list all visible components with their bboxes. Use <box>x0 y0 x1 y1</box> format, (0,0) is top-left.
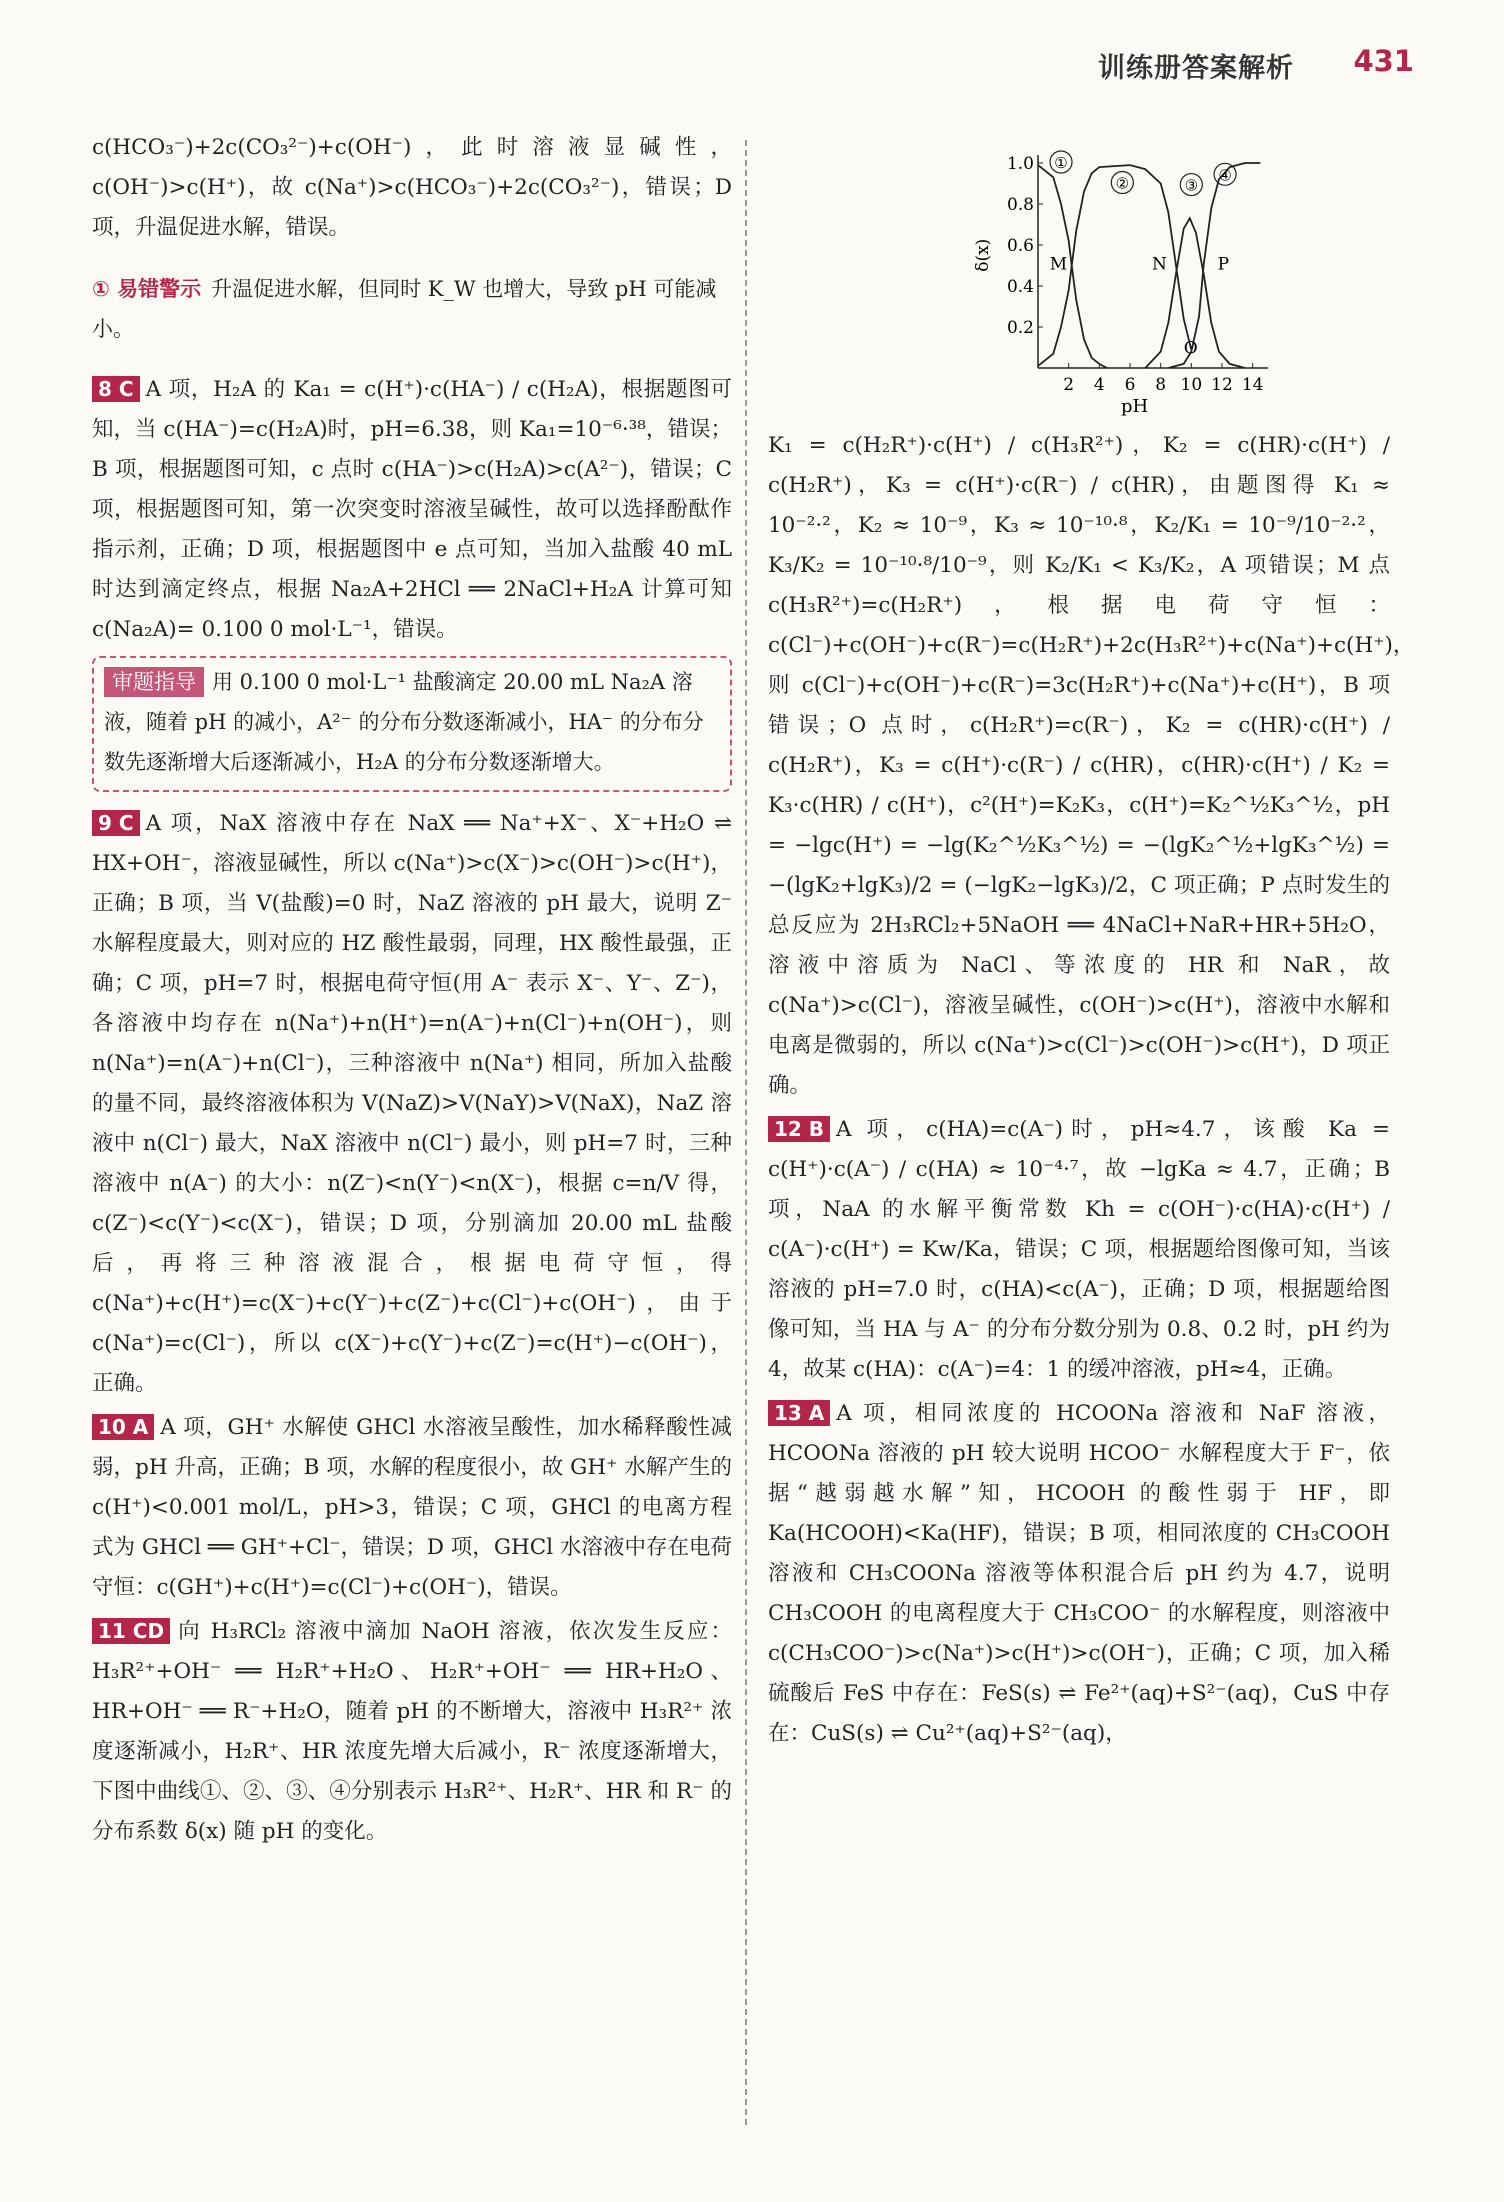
warning-text: 升温促进水解，但同时 K_W 也增大，导致 pH 可能减小。 <box>92 277 717 341</box>
answer-13 <box>768 1394 1390 1754</box>
left-column <box>92 128 732 1856</box>
x-tick-label: 2 <box>1063 375 1075 395</box>
answer-badge-11: 11 CD <box>92 1618 170 1644</box>
answer-11-text: 向 H₃RCl₂ 溶液中滴加 NaOH 溶液，依次发生反应：H₃R²⁺+OH⁻ ══ H₂R⁺+H₂O、H₂R⁺+OH⁻ ══ HR+H₂O、HR+OH⁻ ══ R⁻+H₂O，随着 pH 的不断增大，溶液中 H₃R²⁺ 浓度逐渐减小，H₂R⁺、HR 浓度先增大后减小，R⁻ 浓度逐渐增大，下图中曲线①、②、③、④分别表示 H₃R²⁺、H₂R⁺、HR 和 R⁻ 的分布系数 δ(x) 随 pH 的变化。 <box>92 1619 732 1844</box>
curve-1 <box>1038 165 1107 368</box>
answer-11 <box>92 1612 732 1852</box>
answer-11-continued: K₁ = c(H₂R⁺)·c(H⁺) / c(H₃R²⁺)，K₂ = c(HR)·c(H⁺) / c(H₂R⁺)，K₃ = c(H⁺)·c(R⁻) / c(HR)，由题图得 K₁ ≈ 10⁻²·²，K₂ ≈ 10⁻⁹，K₃ ≈ 10⁻¹⁰·⁸，K₂/K₁ = 10⁻⁹/10⁻²·²，K₃/K₂ = 10⁻¹⁰·⁸/10⁻⁹，则 K₂/K₁ < K₃/K₂，A 项错误；M 点 c(H₃R²⁺)=c(H₂R⁺)，根据电荷守恒：c(Cl⁻)+c(OH⁻)+c(R⁻)=c(H₂R⁺)+2c(H₃R²⁺)+c(Na⁺)+c(H⁺)，则 c(Cl⁻)+c(OH⁻)+c(R⁻)=3c(H₂R⁺)+c(Na⁺)+c(H⁺)，B 项错误；O 点时，c(H₂R⁺)=c(R⁻)，K₂ = c(HR)·c(H⁺) / c(H₂R⁺)，K₃ = c(H⁺)·c(R⁻) / c(HR)，c(HR)·c(H⁺) / K₂ = K₃·c(HR) / c(H⁺)，c²(H⁺)=K₂K₃，c(H⁺)=K₂^½K₃^½，pH = −lgc(H⁺) = −lg(K₂^½K₃^½) = −(lgK₂^½+lgK₃^½) = −(lgK₂+lgK₃)/2 = (−lgK₂−lgK₃)/2，C 项正确；P 点时发生的总反应为 2H₃RCl₂+5NaOH ══ 4NaCl+NaR+HR+5H₂O，溶液中溶质为 NaCl、等浓度的 HR 和 NaR，故 c(Na⁺)>c(Cl⁻)，溶液呈碱性，c(OH⁻)>c(H⁺)，溶液中水解和电离是微弱的，所以 c(Na⁺)>c(Cl⁻)>c(OH⁻)>c(H⁺)，D 项正确。 <box>768 433 1415 1098</box>
curve-label: ① <box>1054 154 1068 172</box>
page-header <box>714 38 1414 88</box>
curve-label: ② <box>1115 174 1130 193</box>
right-column <box>768 128 1415 1758</box>
curve-label: ④ <box>1218 166 1232 185</box>
curve-label: ③ <box>1184 176 1199 195</box>
point-label: O <box>1183 338 1198 359</box>
point-label: M <box>1049 254 1068 275</box>
y-axis-label: δ(x) <box>973 238 993 272</box>
y-tick-label: 0.2 <box>1006 318 1034 338</box>
page-number: 431 <box>1353 44 1414 78</box>
answer-13-text: A 项，相同浓度的 HCOONa 溶液和 NaF 溶液，HCOONa 溶液的 pH 较大说明 HCOO⁻ 水解程度大于 F⁻，依据“越弱越水解”知，HCOOH 的酸性弱于 HF，即 Ka(HCOOH)<Ka(HF)，错误；B 项，相同浓度的 CH₃COOH 溶液和 CH₃COONa 溶液等体积混合后 pH 约为 4.7，说明 CH₃COOH 的电离程度大于 CH₃COO⁻ 的水解程度，则溶液中 c(CH₃COO⁻)>c(Na⁺)>c(H⁺)>c(OH⁻)，正确；C 项，加入稀硫酸后 FeS 中存在：FeS(s) ⇌ Fe²⁺(aq)+S²⁻(aq)，CuS 中存在：CuS(s) ⇌ Cu²⁺(aq)+S²⁻(aq)， <box>768 1401 1390 1746</box>
warning-label: ① 易错警示 <box>92 277 202 301</box>
point-label: P <box>1217 254 1230 275</box>
x-tick-label: 10 <box>1180 375 1203 395</box>
header-title: 训练册答案解析 <box>1098 53 1294 84</box>
y-tick-label: 0.4 <box>1006 277 1034 297</box>
answer-badge-8: 8 C <box>92 376 140 402</box>
y-tick-label: 0.8 <box>1006 195 1034 215</box>
answer-9-text: A 项，NaX 溶液中存在 NaX ══ Na⁺+X⁻、X⁻+H₂O ⇌ HX+OH⁻，溶液显碱性，所以 c(Na⁺)>c(X⁻)>c(OH⁻)>c(H⁺)，正确；B 项，当 V(盐酸)=0 时，NaZ 溶液的 pH 最大，说明 Z⁻ 水解程度最大，则对应的 HZ 酸性最弱，同理，HX 酸性最强，正确；C 项，pH=7 时，根据电荷守恒(用 A⁻ 表示 X⁻、Y⁻、Z⁻)，各溶液中均存在 n(Na⁺)+n(H⁺)=n(A⁻)+n(Cl⁻)+n(OH⁻)，则 n(Na⁺)=n(A⁻)+n(Cl⁻)，三种溶液中 n(Na⁺) 相同，所加入盐酸的量不同，最终溶液体积为 V(NaZ)>V(NaY)>V(NaX)，NaZ 溶液中 n(Cl⁻) 最大，NaX 溶液中 n(Cl⁻) 最小，则 pH=7 时，三种溶液中 n(A⁻) 的大小：n(Z⁻)<n(Y⁻)<n(X⁻)，根据 c=n/V 得，c(Z⁻)<c(Y⁻)<c(X⁻)，错误；D 项，分别滴加 20.00 mL 盐酸后，再将三种溶液混合，根据电荷守恒，得 c(Na⁺)+c(H⁺)=c(X⁻)+c(Y⁻)+c(Z⁻)+c(Cl⁻)+c(OH⁻)，由于 c(Na⁺)=c(Cl⁻)，所以 c(X⁻)+c(Y⁻)+c(Z⁻)=c(H⁺)−c(OH⁻)，正确。 <box>92 811 732 1396</box>
answer-badge-12: 12 B <box>768 1116 830 1142</box>
y-tick-label: 0.6 <box>1006 236 1034 256</box>
answer-badge-9: 9 C <box>92 810 140 836</box>
column-divider <box>745 140 747 2125</box>
answer-12-text: A 项，c(HA)=c(A⁻)时，pH≈4.7，该酸 Ka = c(H⁺)·c(A⁻) / c(HA) ≈ 10⁻⁴·⁷，故 −lgKa ≈ 4.7，正确；B 项，NaA 的水解平衡常数 Kh = c(OH⁻)·c(HA)·c(H⁺) / c(A⁻)·c(H⁺) = Kw/Ka，错误；C 项，根据题给图像可知，当该溶液的 pH=7.0 时，c(HA)<c(A⁻)，正确；D 项，根据题给图像可知，当 HA 与 A⁻ 的分布分数分别为 0.8、0.2 时，pH 约为 4，故某 c(HA)：c(A⁻)=4：1 的缓冲溶液，pH≈4，正确。 <box>768 1117 1390 1382</box>
x-tick-label: 12 <box>1211 375 1233 395</box>
answer-badge-10: 10 A <box>92 1414 154 1440</box>
x-tick-label: 8 <box>1155 375 1167 395</box>
continuation-paragraph: c(HCO₃⁻)+2c(CO₃²⁻)+c(OH⁻)，此时溶液显碱性，c(OH⁻)>c(H⁺)，故 c(Na⁺)>c(HCO₃⁻)+2c(CO₃²⁻)，错误；D 项，升温促进水解，错误。 <box>92 135 732 240</box>
answer-badge-13: 13 A <box>768 1400 830 1426</box>
answer-8 <box>92 370 732 650</box>
guide-label: 审题指导 <box>104 667 204 697</box>
distribution-chart <box>968 128 1288 418</box>
chart-svg <box>968 128 1288 418</box>
guide-text: 用 0.100 0 mol·L⁻¹ 盐酸滴定 20.00 mL Na₂A 溶液，随着 pH 的减小，A²⁻ 的分布分数逐渐减小，HA⁻ 的分布分数先逐渐增大后逐渐减小，H₂A 的分布分数逐渐增大。 <box>104 670 704 774</box>
x-axis-label: pH <box>1120 396 1149 417</box>
answer-10 <box>92 1408 732 1608</box>
error-warning <box>92 269 732 349</box>
answer-8-text: A 项，H₂A 的 Ka₁ = c(H⁺)·c(HA⁻) / c(H₂A)，根据题图可知，当 c(HA⁻)=c(H₂A)时，pH=6.38，则 Ka₁=10⁻⁶·³⁸，错误；B 项，根据题图可知，c 点时 c(HA⁻)>c(H₂A)>c(A²⁻)，错误；C 项，根据题图可知，第一次突变时溶液呈碱性，故可以选择酚酞作指示剂，正确；D 项，根据题图中 e 点可知，当加入盐酸 40 mL 时达到滴定终点，根据 Na₂A+2HCl ══ 2NaCl+H₂A 计算可知 c(Na₂A)= 0.100 0 mol·L⁻¹，错误。 <box>92 377 732 642</box>
answer-9 <box>92 804 732 1404</box>
reading-guide-box <box>92 656 732 792</box>
answer-10-text: A 项，GH⁺ 水解使 GHCl 水溶液呈酸性，加水稀释酸性减弱，pH 升高，正确；B 项，水解的程度很小，故 GH⁺ 水解产生的 c(H⁺)<0.001 mol/L，pH>3，错误；C 项，GHCl 的电离方程式为 GHCl ══ GH⁺+Cl⁻，错误；D 项，GHCl 水溶液中存在电荷守恒：c(GH⁺)+c(H⁺)=c(Cl⁻)+c(OH⁻)，错误。 <box>92 1415 732 1600</box>
answer-12 <box>768 1110 1390 1390</box>
x-tick-label: 14 <box>1241 375 1264 395</box>
y-tick-label: 1.0 <box>1006 154 1034 174</box>
point-label: N <box>1152 254 1167 275</box>
x-tick-label: 6 <box>1124 375 1136 395</box>
x-tick-label: 4 <box>1093 375 1105 395</box>
